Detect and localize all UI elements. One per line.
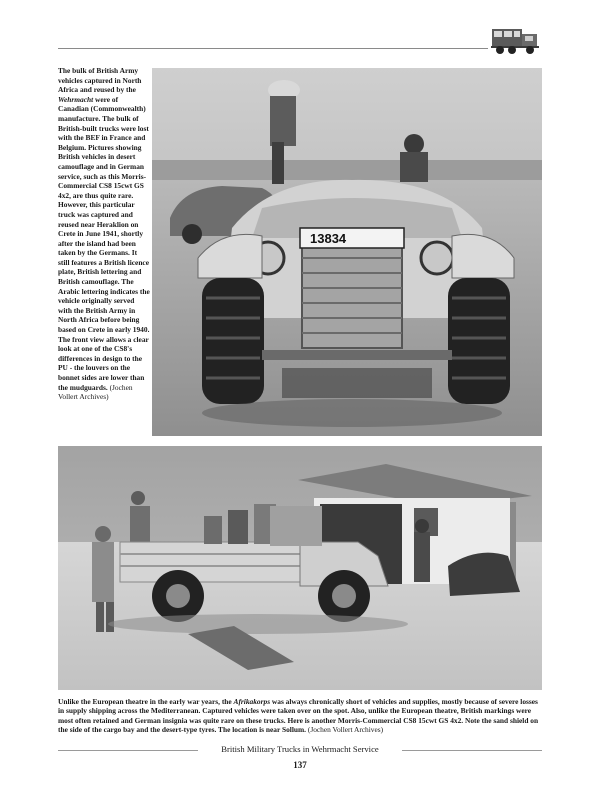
header-rule <box>58 48 488 49</box>
caption-bottom-photo: Unlike the European theatre in the early war years, the Afrikakorps was always chronically short of vehicles and supplies, mostly because of severe losses in supply shipping across the Mediterranean. Captured vehicles were taken over on the spot. Also, unlike the European theatre, British markings were most often retained and German insignia was quite rare on these trucks. Here is another Morris-Commercial CS8 15cwt GS 4x2. Note the sand shield on the side of the cargo bay and the desert-type tyres. The location is near Sollum. (Jochen Vollert Archives) <box>58 697 539 735</box>
caption-top-photo: The bulk of British Army vehicles captured in North Africa and reused by the Wehrmacht were of Canadian (Commonwealth) manufacture. The bulk of British-built trucks were lost with the BEF in France and Belgium. Pictures showing British vehicles in desert camouflage and in German service, such as this Morris-Commercial CS8 15cwt GS 4x2, are thus quite rare. However, this particular truck was captured and reused near Heraklion on Crete in June 1941, shortly after the island had been taken by the Germans. It still features a British licence plate, British lettering and British camouflage. The Arabic lettering indicates the vehicle originally served with the British Army in North Africa before being based on Crete in early 1940. The front view allows a clear look at one of the CS8's differences in design to the PU - the louvers on the bonnet sides are lower than the mudguards. (Jochen Vollert Archives) <box>58 66 150 402</box>
photo-truck-front <box>152 68 542 436</box>
book-title: British Military Trucks in Wehrmacht Service <box>221 744 379 754</box>
photo-credit: (Jochen Vollert Archives) <box>58 382 133 402</box>
footer-rule <box>58 750 198 751</box>
truck-icon <box>490 26 542 56</box>
page-number: 137 <box>293 760 307 770</box>
licence-plate-text: 13834 <box>310 231 347 246</box>
footer-rule <box>402 750 542 751</box>
photo-credit: (Jochen Vollert Archives) <box>307 725 384 735</box>
photo-truck-side <box>58 446 542 690</box>
